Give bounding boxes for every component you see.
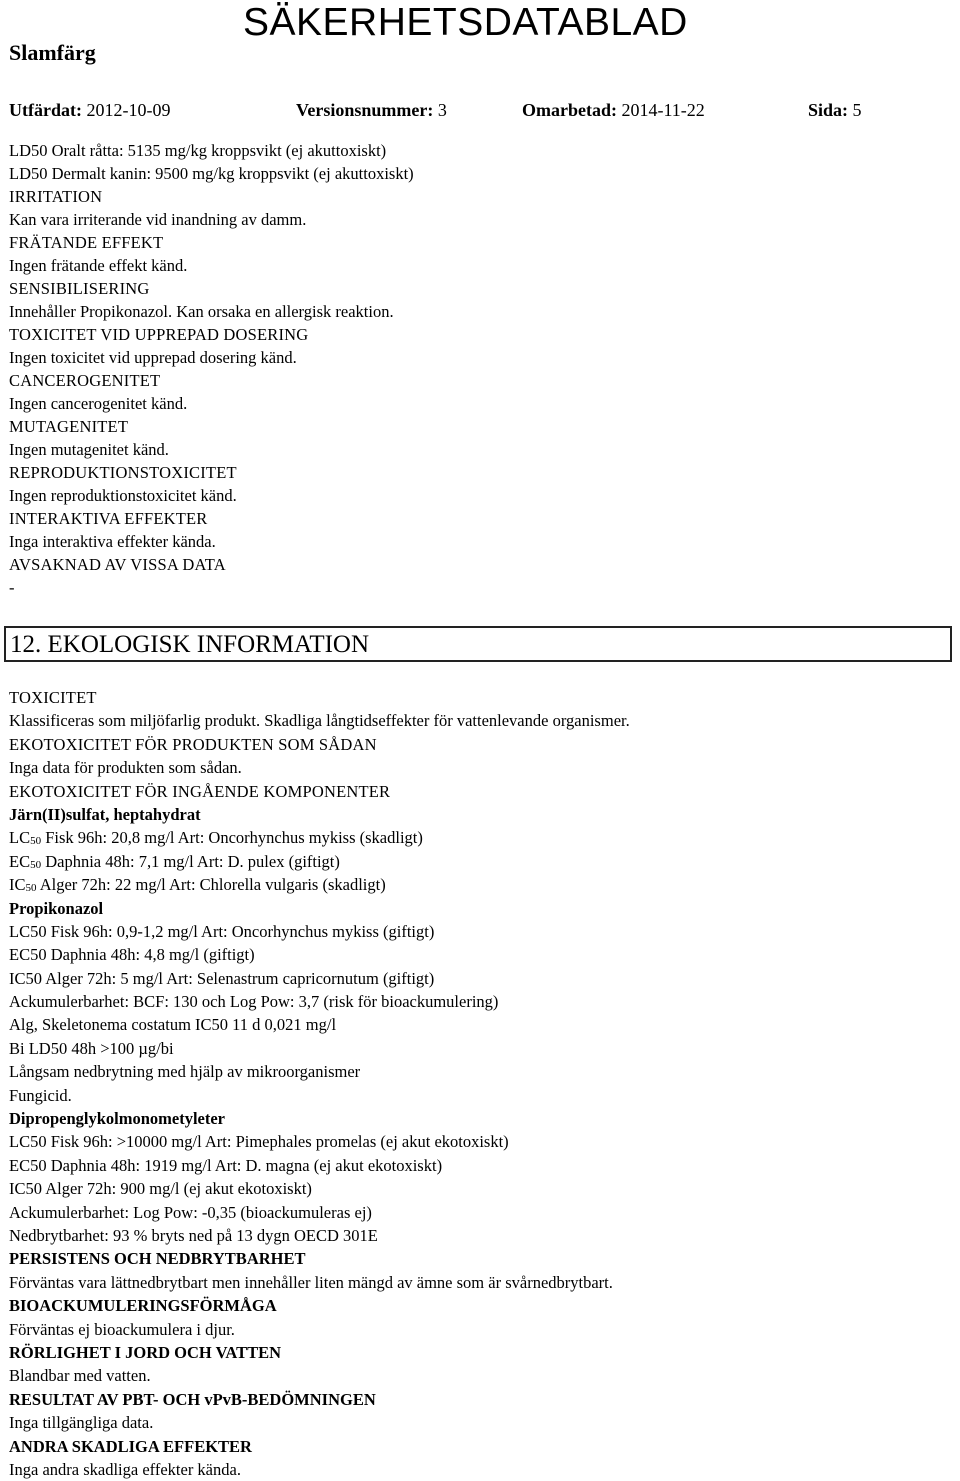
subsection-heading: AVSAKNAD AV VISSA DATA [9,555,226,574]
toxicology-continued [9,139,954,599]
body-text-line: Inga tillgängliga data. [9,1413,154,1433]
issued-date [9,98,170,122]
page-label: Sida: [808,100,849,120]
issued-label: Utfärdat: [9,100,82,120]
body-text-line: Bi LD50 48h >100 µg/bi [9,1038,174,1058]
value-subscript: 50 [30,858,42,871]
body-text-line: Förväntas vara lättnedbrytbart men innehåller liten mängd av ämne som är svårnedbrytbart. [9,1272,613,1292]
revised-value: 2014-11-22 [621,100,705,120]
body-text-line: Ingen mutagenitet känd. [9,440,169,459]
revised-date [522,98,705,122]
subsection-heading: FRÄTANDE EFFEKT [9,233,164,252]
subsection-heading: TOXICITET [9,688,97,707]
body-text-line: Blandbar med vatten. [9,1366,151,1386]
body-text-line: EC50 Daphnia 48h: 4,8 mg/l (giftigt) [9,945,255,965]
subsection-heading: EKOTOXICITET FÖR INGÅENDE KOMPONENTER [9,781,391,801]
ecotox-value-line [9,873,954,896]
document-title: SÄKERHETSDATABLAD [243,1,688,44]
body-text-line: Förväntas ej bioackumulera i djur. [9,1319,235,1339]
body-text-line: Ingen cancerogenitet känd. [9,394,188,413]
body-text-line: LC50 Fisk 96h: 0,9-1,2 mg/l Art: Oncorhynchus mykiss (giftigt) [9,921,435,941]
body-text-line: Ingen frätande effekt känd. [9,256,188,275]
bold-heading: BIOACKUMULERINGSFÖRMÅGA [9,1296,277,1316]
version-label: Versionsnummer: [296,100,434,120]
bold-heading: RESULTAT AV PBT- OCH vPvB-BEDÖMNINGEN [9,1389,376,1409]
section-12-title: 12. EKOLOGISK INFORMATION [10,631,370,658]
body-text-line: Fungicid. [9,1085,72,1105]
body-text-line: Ackumulerbarhet: Log Pow: -0,35 (bioackumuleras ej) [9,1202,372,1222]
body-text-line: Ingen toxicitet vid upprepad dosering känd. [9,348,297,367]
body-text-line: Ingen reproduktionstoxicitet känd. [9,486,237,505]
value-text: Daphnia 48h: 7,1 mg/l Art: D. pulex (giftigt) [41,851,340,871]
subsection-heading: TOXICITET VID UPPREPAD DOSERING [9,325,309,344]
value-prefix: IC [9,875,26,895]
value-subscript: 50 [25,882,37,895]
bold-heading: ANDRA SKADLIGA EFFEKTER [9,1436,252,1456]
body-text-line: LC50 Fisk 96h: >10000 mg/l Art: Pimephales promelas (ej akut ekotoxiskt) [9,1132,509,1152]
body-text-line: LD50 Dermalt kanin: 9500 mg/kg kroppsvikt (ej akuttoxiskt) [9,164,414,183]
ecotox-value-line [9,826,954,849]
body-text-line: LD50 Oralt råtta: 5135 mg/kg kroppsvikt (ej akuttoxiskt) [9,141,387,160]
subsection-heading: REPRODUKTIONSTOXICITET [9,463,237,482]
body-text-line: Kan vara irriterande vid inandning av damm. [9,210,307,229]
body-text-line: Innehåller Propikonazol. Kan orsaka en allergisk reaktion. [9,302,394,321]
body-text-line: Ackumulerbarhet: BCF: 130 och Log Pow: 3,7 (risk för bioackumulering) [9,992,499,1012]
subsection-heading: SENSIBILISERING [9,279,150,298]
body-text-line: Långsam nedbrytning med hjälp av mikroorganismer [9,1062,361,1082]
subsection-heading: INTERAKTIVA EFFEKTER [9,509,208,528]
subsection-heading: MUTAGENITET [9,417,129,436]
bold-heading: PERSISTENS OCH NEDBRYTBARHET [9,1249,306,1269]
body-text-line: - [9,578,15,597]
value-subscript: 50 [30,835,42,848]
body-text-line: Inga data för produkten som sådan. [9,758,242,778]
page-value: 5 [852,100,862,120]
value-prefix: LC [9,828,31,848]
body-text-line: Alg, Skeletonema costatum IC50 11 d 0,021 mg/l [9,1015,337,1035]
value-prefix: EC [9,851,31,871]
body-text-line: Klassificeras som miljöfarlig produkt. Skadliga långtidseffekter för vattenlevande organismer. [9,711,630,731]
body-text-line: IC50 Alger 72h: 900 mg/l (ej akut ekotoxiskt) [9,1179,312,1199]
value-text: Fisk 96h: 20,8 mg/l Art: Oncorhynchus mykiss (skadligt) [41,828,423,848]
version-value: 3 [437,100,447,120]
product-name: Slamfärg [9,40,96,65]
page-number [808,98,862,122]
subsection-heading: IRRITATION [9,187,103,206]
body-text-line: IC50 Alger 72h: 5 mg/l Art: Selenastrum capricornutum (giftigt) [9,968,435,988]
bold-heading: Propikonazol [9,898,104,918]
ecology-section-content [9,686,954,1481]
bold-heading: Dipropenglykolmonometyleter [9,1109,226,1129]
bold-heading: Järn(II)sulfat, heptahydrat [9,804,201,824]
ecotox-value-line [9,850,954,873]
subsection-heading: CANCEROGENITET [9,371,161,390]
subsection-heading: EKOTOXICITET FÖR PRODUKTEN SOM SÅDAN [9,734,377,754]
section-12-header [4,626,952,662]
body-text-line: Nedbrytbarhet: 93 % bryts ned på 13 dygn OECD 301E [9,1225,378,1245]
body-text-line: EC50 Daphnia 48h: 1919 mg/l Art: D. magna (ej akut ekotoxiskt) [9,1155,443,1175]
issued-value: 2012-10-09 [86,100,171,120]
version-number [296,98,447,122]
revised-label: Omarbetad: [522,100,617,120]
document-meta-row [9,98,869,122]
value-text: Alger 72h: 22 mg/l Art: Chlorella vulgaris (skadligt) [36,875,386,895]
body-text-line: Inga andra skadliga effekter kända. [9,1459,241,1479]
bold-heading: RÖRLIGHET I JORD OCH VATTEN [9,1342,282,1362]
body-text-line: Inga interaktiva effekter kända. [9,532,216,551]
